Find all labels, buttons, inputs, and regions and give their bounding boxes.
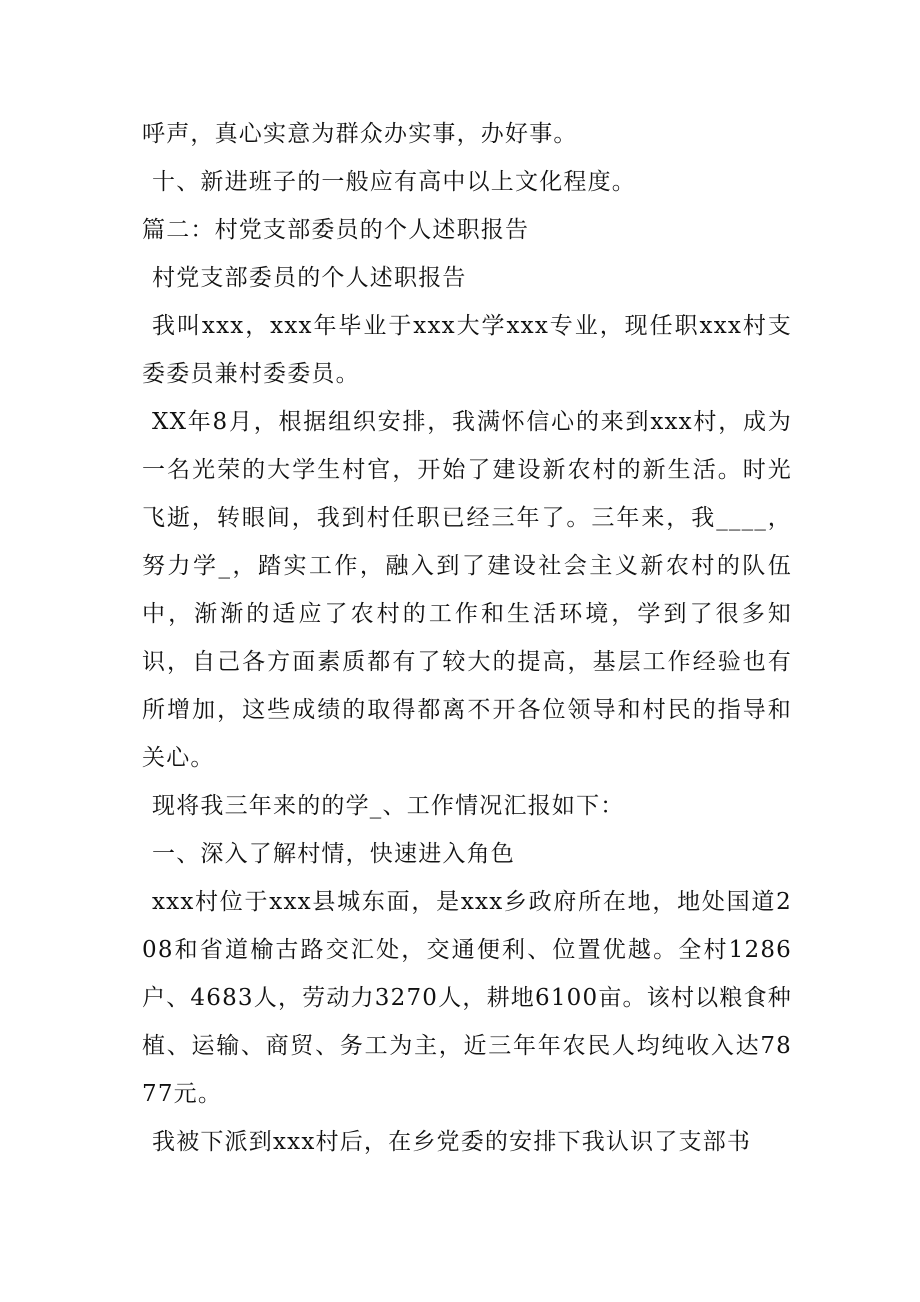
section-heading: 篇二：村党支部委员的个人述职报告 [142, 217, 530, 243]
subsection-heading: 一、深入了解村情，快速进入角色 [152, 841, 515, 867]
document-body [142, 110, 792, 1166]
paragraph-report-intro: 现将我三年来的的学_、工作情况汇报如下： [152, 793, 625, 819]
paragraph-continuation: 呼声，真心实意为群众办实事，办好事。 [142, 121, 578, 147]
paragraph-introduction: 我叫xxx，xxx年毕业于xxx大学xxx专业，现任职xxx村支委委员兼村委委员。 [142, 313, 792, 387]
paragraph-assignment: 我被下派到xxx村后，在乡党委的安排下我认识了支部书 [152, 1129, 752, 1155]
paragraph-village-info: xxx村位于xxx县城东面，是xxx乡政府所在地，地处国道208和省道榆古路交汇处，交通便利、位置优越。全村1286户、4683人，劳动力3270人，耕地6100亩。该村以粮食种植、运输、商贸、务工为主，近三年年农民人均纯收入达7877元。 [142, 889, 792, 1107]
paragraph-background: XX年8月，根据组织安排，我满怀信心的来到xxx村，成为一名光荣的大学生村官，开始了建设新农村的新生活。时光飞逝，转眼间，我到村任职已经三年了。三年来，我____，努力学_，踏实工作，融入到了建设社会主义新农村的队伍中，渐渐的适应了农村的工作和生活环境，学到了很多知识，自己各方面素质都有了较大的提高，基层工作经验也有所增加，这些成绩的取得都离不开各位领导和村民的指导和关心。 [142, 409, 792, 771]
paragraph-item-ten: 十、新进班子的一般应有高中以上文化程度。 [152, 169, 636, 195]
report-title: 村党支部委员的个人述职报告 [152, 265, 467, 291]
